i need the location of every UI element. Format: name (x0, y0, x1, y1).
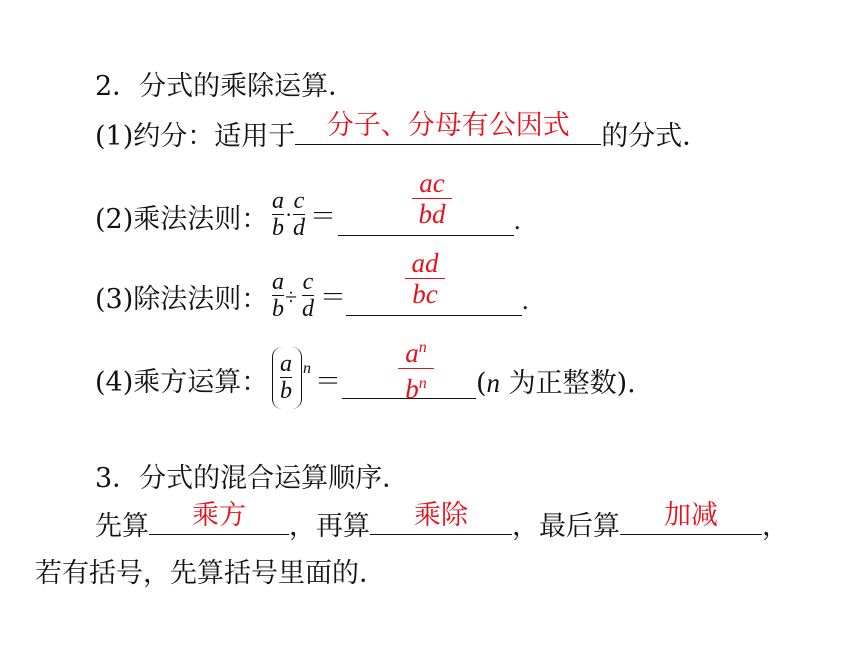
item3-f1-numerator: a (272, 269, 284, 295)
second-blank (370, 500, 512, 535)
item1-label: (1)约分：适用于 (95, 121, 296, 152)
item4-exponent: n (303, 360, 311, 377)
item3-divide: ÷ (285, 284, 298, 309)
item2-answer-denominator: bd (418, 199, 446, 229)
item2-f1-denominator: b (272, 215, 284, 241)
item3-period: . (522, 286, 529, 315)
item2-period: . (514, 206, 521, 235)
item2-fraction-a-b (272, 189, 284, 240)
item4-answer-denominator: $b^n$ (405, 374, 427, 404)
section3-order-line (95, 500, 789, 544)
item4-label: (4)乘方运算： (95, 367, 269, 398)
item2-dot: · (285, 202, 293, 227)
item4-equals: ＝ (315, 367, 342, 396)
item4-answer-numerator: $a^n$ (405, 338, 427, 368)
item3-answer-denominator: bc (412, 279, 438, 309)
item2-answer-fraction (412, 169, 452, 228)
item2-f2-numerator: c (293, 188, 305, 214)
third-answer: 加减 (664, 500, 718, 531)
item4-denominator: b (280, 378, 292, 404)
item1-answer: 分子、分母有公因式 (326, 110, 570, 141)
item4-answer-fraction (398, 334, 434, 403)
fraction-bar (398, 368, 434, 369)
item3-label: (3)除法法则： (95, 284, 269, 315)
item3-blank (346, 315, 522, 316)
item1-suffix: 的分式． (601, 121, 710, 152)
item2-answer-numerator: ac (419, 168, 445, 198)
item3-answer-numerator: ad (411, 248, 439, 278)
item2-fraction-c-d (293, 189, 305, 240)
item2-label: (2)乘法法则： (95, 204, 269, 235)
item3-equals: ＝ (320, 283, 347, 312)
item3-f2-numerator: c (302, 269, 314, 295)
item3-f1-denominator: b (272, 296, 284, 322)
item4-numerator: a (280, 351, 292, 377)
item2-f1-numerator: a (272, 188, 284, 214)
item4-suffix-text: 为正整数). (500, 368, 636, 399)
section3-heading: 3．分式的混合运算顺序． (95, 463, 410, 494)
first-blank (149, 500, 289, 535)
item3-fraction-c-d (302, 270, 314, 321)
first-answer: 乘方 (192, 500, 246, 531)
item2-f2-denominator: d (293, 215, 305, 241)
third-blank (620, 500, 762, 535)
item4-suffix-n: n (486, 368, 501, 398)
section3-line2: 若有括号，先算括号里面的． (35, 558, 386, 589)
item4-suffix: (n 为正整数). (476, 368, 636, 399)
item3-fraction-a-b (272, 270, 284, 321)
third-label: ，最后算 (512, 511, 620, 542)
item1-blank (295, 110, 601, 145)
item3-answer-fraction (405, 249, 445, 308)
item3-f2-denominator: d (302, 296, 314, 322)
first-label: 先算 (95, 511, 149, 542)
end-comma: ， (762, 511, 789, 542)
item2-equals: ＝ (310, 202, 337, 231)
item1-line (95, 110, 710, 154)
item2-blank (338, 235, 514, 236)
section2-heading: 2．分式的乘除运算． (95, 71, 356, 102)
second-answer: 乘除 (414, 500, 468, 531)
second-label: ，再算 (289, 511, 370, 542)
item4-fraction-a-b (280, 352, 292, 403)
